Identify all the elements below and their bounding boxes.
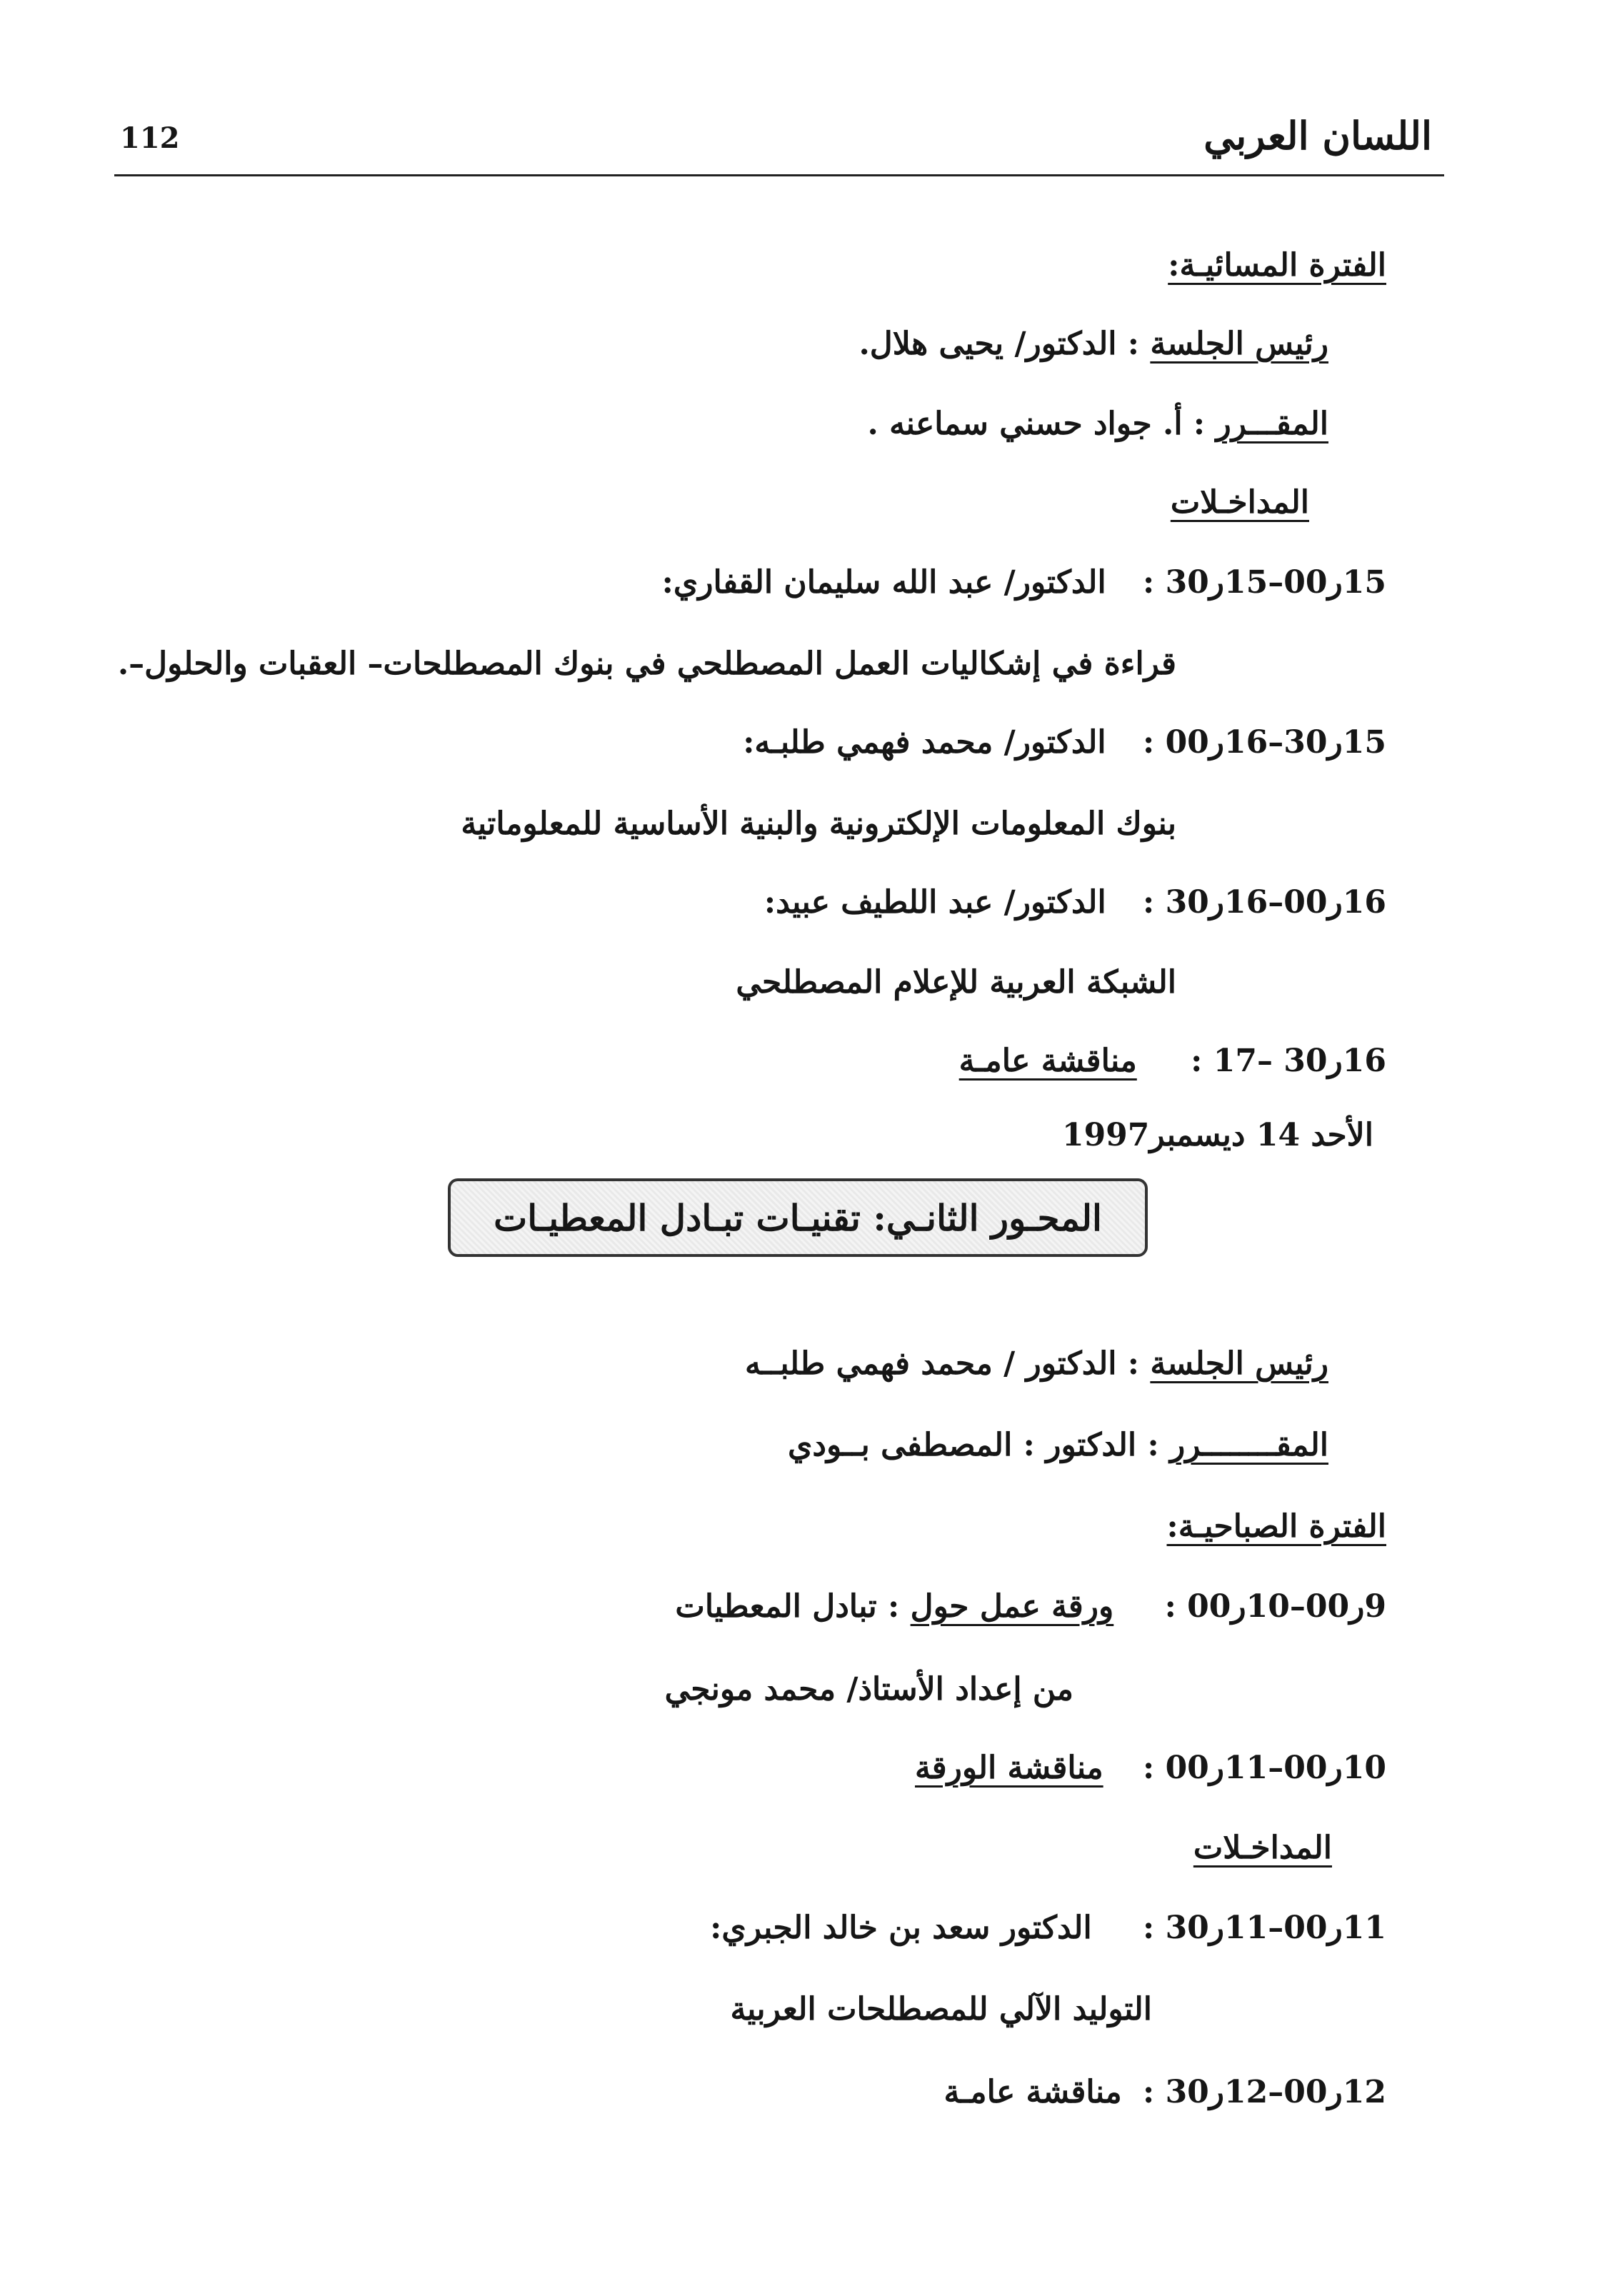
- morning-chair-value: : الدكتور / محمد فهمي طلبــه: [745, 1345, 1140, 1382]
- evening-item-3-topic: الشبكة العربية للإعلام المصطلحي: [736, 964, 1176, 1001]
- evening-rapporteur-line: [867, 403, 1328, 446]
- evening-item-3: [764, 881, 1386, 924]
- evening-item-2: [743, 721, 1386, 764]
- header-rule: [114, 174, 1444, 176]
- evening-item-1-topic: قراءة في إشكاليات العمل المصطلحي في بنوك المصطلحات– العقبات والحلول–.: [117, 646, 1176, 682]
- evening-item-1: [662, 561, 1386, 604]
- morning-intervention-time: 11ر00–11ر30 :: [1143, 1910, 1386, 1946]
- date-line: الأحد 14 ديسمبر1997: [1061, 1117, 1373, 1153]
- morning-chair-line: [745, 1343, 1328, 1385]
- morning-rapporteur-line: [788, 1424, 1328, 1467]
- morning-final-label: مناقشة عامـة: [943, 2074, 1122, 2110]
- morning-intervention-topic: التوليد الآلي للمصطلحات العربية: [730, 1991, 1152, 2027]
- evening-item-1-time: 15ر00–15ر30 :: [1143, 564, 1386, 601]
- morning-intervention-line: [710, 1907, 1386, 1950]
- axis-title: المحـور الثانـي: تقنيـات تبـادل المعطيـات: [494, 1197, 1102, 1239]
- evening-item-3-speaker: الدكتور/ عبد اللطيف عبيد:: [764, 884, 1106, 921]
- evening-discussion-label: مناقشة عامـة: [958, 1043, 1137, 1079]
- morning-final-line: [944, 2071, 1386, 2114]
- evening-chair-label: رئيس الجلسة: [1150, 326, 1328, 362]
- evening-discussion-time: 16ر30 –17 :: [1191, 1043, 1386, 1079]
- evening-item-2-topic: بنوك المعلومات الإلكترونية والبنية الأساسية للمعلوماتية: [461, 806, 1176, 842]
- morning-final-time: 12ر00–12ر30 :: [1143, 2074, 1386, 2110]
- axis-title-box: [448, 1178, 1148, 1257]
- morning-chair-label: رئيس الجلسة: [1150, 1345, 1328, 1382]
- journal-title: اللسان العربي: [1203, 113, 1432, 159]
- evening-chair-line: [858, 323, 1328, 366]
- morning-rapporteur-value: : الدكتور : المصطفى بــودي: [787, 1427, 1159, 1463]
- morning-paper-time: 9ر00–10ر00 :: [1164, 1588, 1386, 1625]
- page-number: 112: [120, 121, 180, 155]
- evening-item-3-time: 16ر00–16ر30 :: [1143, 884, 1386, 921]
- morning-intervention-speaker: الدكتور سعد بن خالد الجبري:: [710, 1910, 1092, 1946]
- morning-paper-discussion-line: [915, 1747, 1386, 1790]
- morning-paper-line: [675, 1585, 1386, 1628]
- evening-item-2-time: 15ر30–16ر00 :: [1143, 724, 1386, 761]
- morning-paper-author: من إعداد الأستاذ/ محمد مونجي: [664, 1671, 1073, 1708]
- evening-period-title: الفترة المسائيـة:: [1168, 247, 1386, 284]
- morning-paper-discussion-time: 10ر00–11ر00 :: [1143, 1750, 1386, 1786]
- morning-paper-topic: : تبادل المعطيات: [675, 1588, 900, 1625]
- evening-item-2-speaker: الدكتور/ محمد فهمي طلبـه:: [743, 724, 1106, 761]
- evening-item-1-speaker: الدكتور/ عبد الله سليمان القفاري:: [661, 564, 1106, 601]
- morning-paper-discussion-label: مناقشة الورقة: [914, 1750, 1103, 1786]
- morning-rapporteur-label: المقــــــــرر: [1170, 1427, 1328, 1463]
- morning-paper-label: ورقة عمل حول: [910, 1588, 1114, 1625]
- evening-rapporteur-value: : أ. جواد حسني سماعنه .: [867, 406, 1206, 442]
- evening-interventions-title: المداخـلات: [1170, 484, 1309, 521]
- morning-interventions-title: المداخـلات: [1193, 1830, 1332, 1866]
- evening-rapporteur-label: المقـــرر: [1216, 406, 1328, 442]
- evening-discussion-line: [959, 1040, 1386, 1083]
- evening-chair-value: : الدكتور/ يحيى هلال.: [858, 326, 1140, 362]
- morning-period-title: الفترة الصباحيـة:: [1166, 1508, 1386, 1545]
